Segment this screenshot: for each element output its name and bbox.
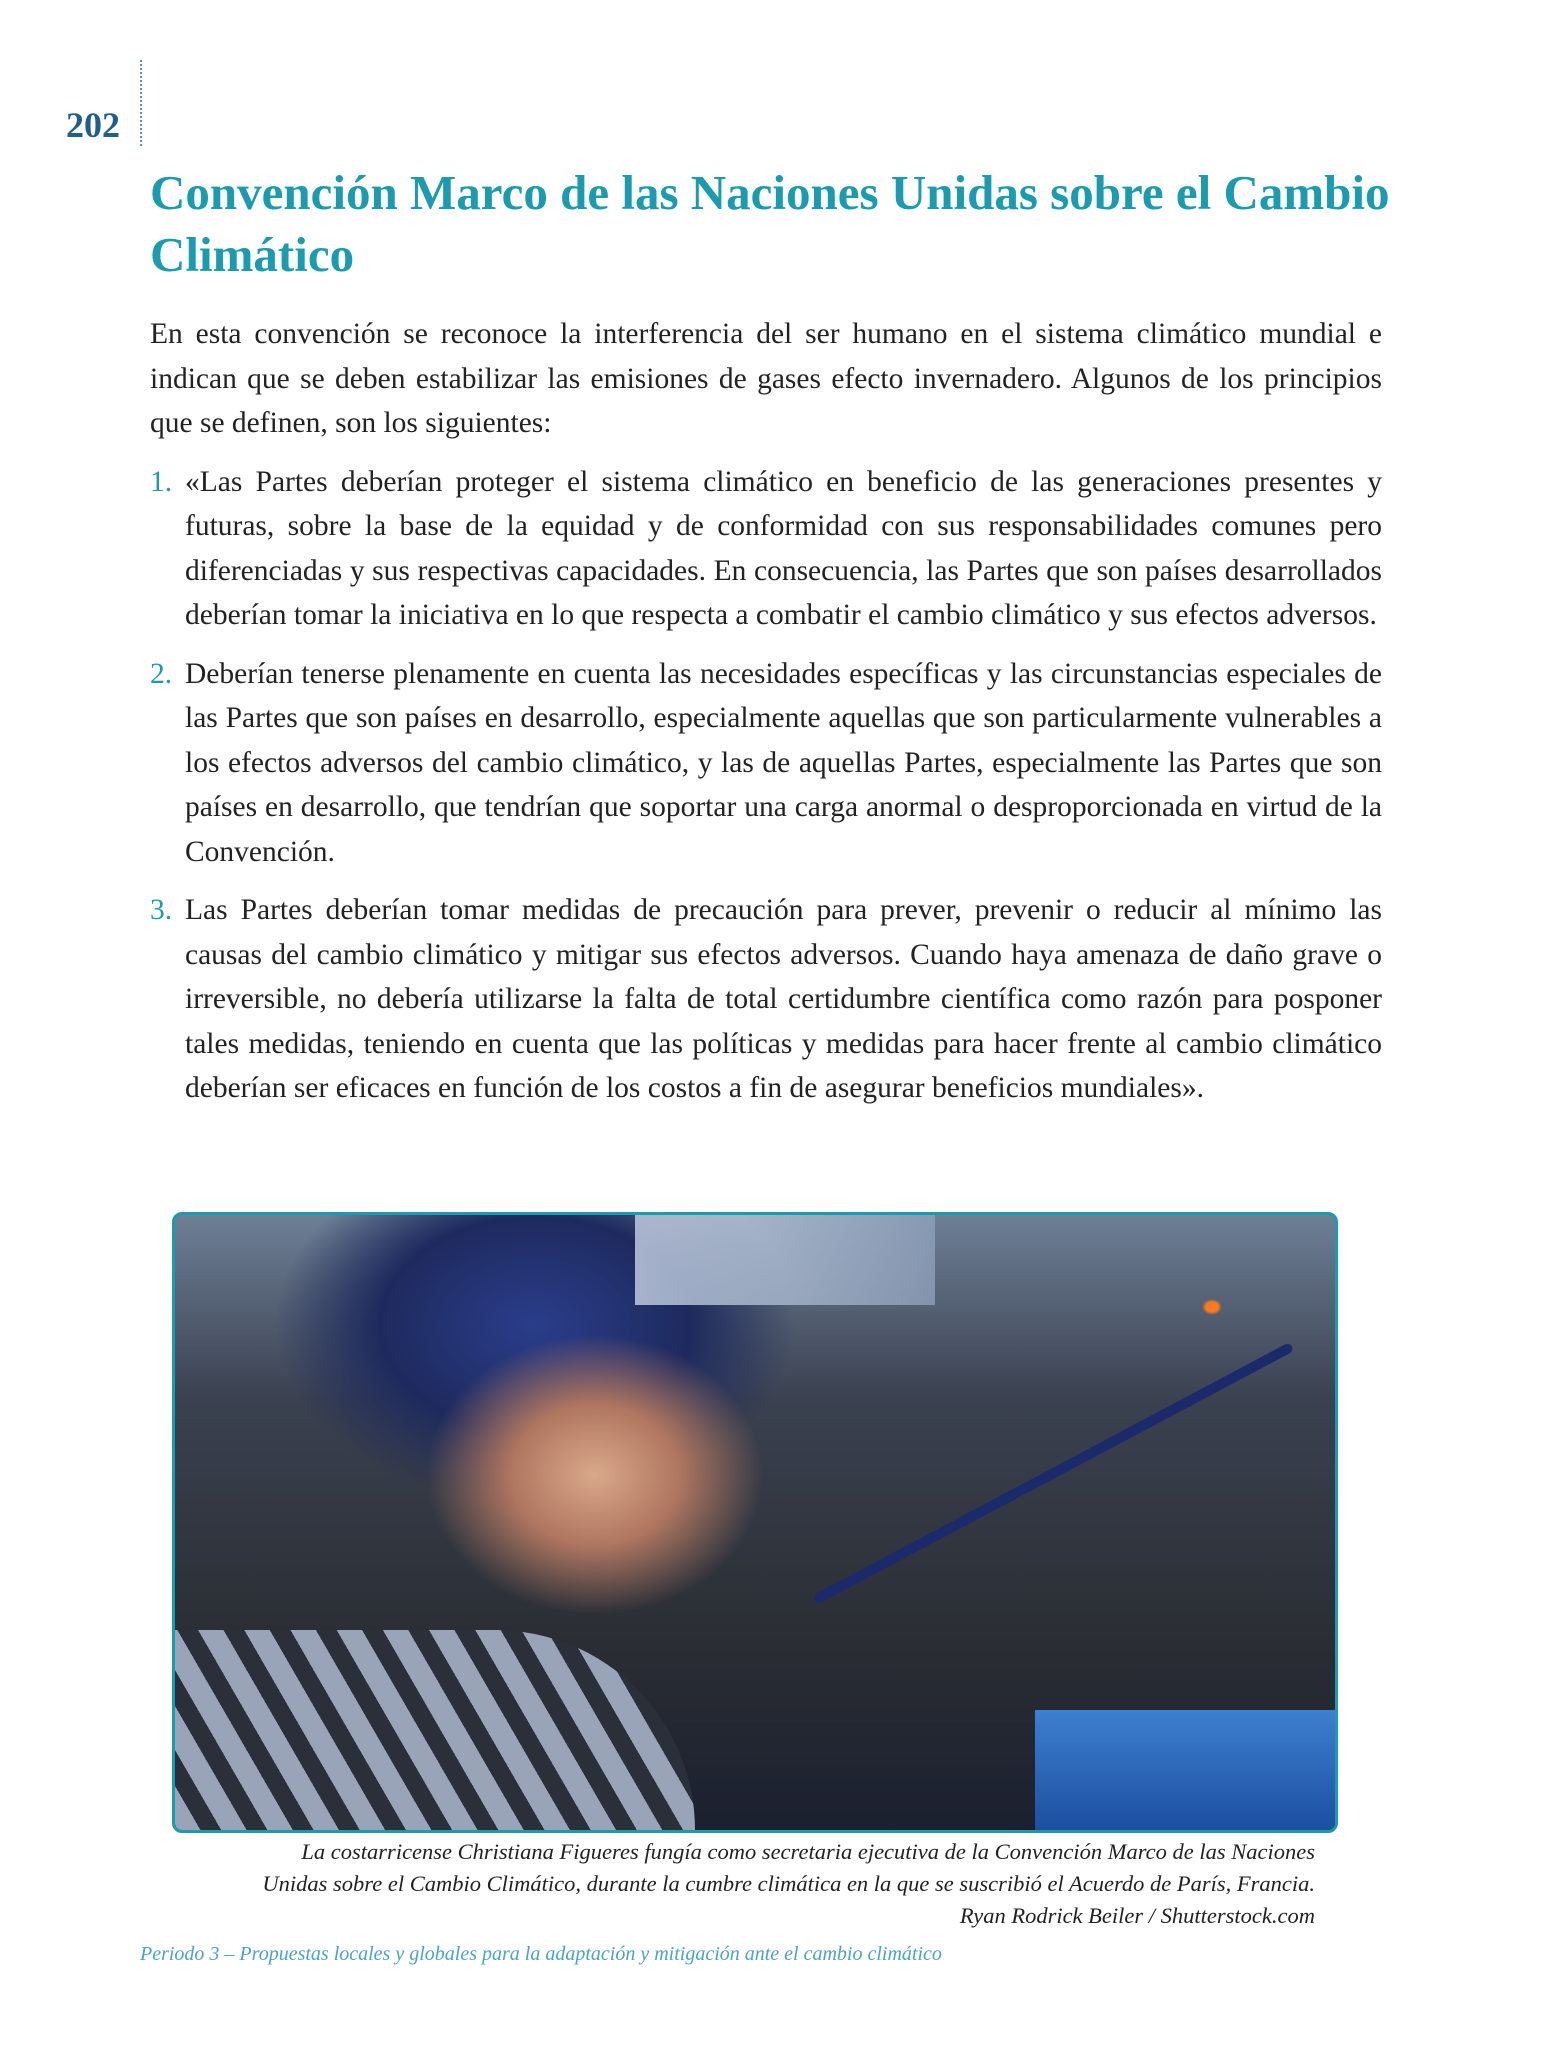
body-text [150,312,1382,1125]
list-item [150,652,1382,875]
page-number-divider [140,60,142,146]
page-number: 202 [66,105,120,145]
caption-line: Unidas sobre el Cambio Climático, durante la cumbre climática en la que se suscribió el Acuerdo de París, Francia. [262,1871,1315,1896]
caption-line: La costarricense Christiana Figueres fungía como secretaria ejecutiva de la Convención Marco de las Naciones [301,1839,1315,1864]
list-text: «Las Partes deberían proteger el sistema climático en beneficio de las generaciones presentes y futuras, sobre la base de la equidad y de conformidad con sus responsabilidades comunes pero diferenciadas y sus respectivas capacidades. En consecuencia, las Partes que son países desarrollados deberían tomar la iniciativa en lo que respecta a combatir el cambio climático y sus efectos adversos. [185,465,1382,631]
photo-podium [1035,1710,1335,1830]
photo-christiana-figueres [172,1212,1338,1833]
page-title: Convención Marco de las Naciones Unidas sobre el Cambio Climático [150,165,1390,282]
list-text: Deberían tenerse plenamente en cuenta las necesidades específicas y las circunstancias especiales de las Partes que son países en desarrollo, especialmente aquellas que son particularmente vulnerables a los efectos adversos del cambio climático, y las de aquellas Partes, especialmente las Partes que son países en desarrollo, que tendrían que soportar una carga anormal o desproporcionada en virtud de la Convención. [185,657,1382,868]
photo-microphone [813,1342,1294,1604]
list-number: 3. [150,894,173,926]
principles-list [150,460,1382,1111]
list-number: 2. [150,657,173,690]
photo-credit: Ryan Rodrick Beiler / Shutterstock.com [959,1903,1315,1928]
running-footer: Periodo 3 – Propuestas locales y globales para la adaptación y mitigación ante el cambio climático [140,1943,942,1965]
list-number: 1. [150,465,173,498]
photo-window [635,1215,935,1305]
list-item [150,460,1382,638]
intro-paragraph: En esta convención se reconoce la interferencia del ser humano en el sistema climático mundial e indican que se deben estabilizar las emisiones de gases efecto invernadero. Algunos de los principios que se definen, son los siguientes: [150,318,1382,439]
list-text: Las Partes deberían tomar medidas de precaución para prever, prevenir o reducir al mínimo las causas del cambio climático y mitigar sus efectos adversos. Cuando haya amenaza de daño grave o irreversible, no debería utilizarse la falta de total certidumbre científica como razón para posponer tales medidas, teniendo en cuenta que las políticas y medidas para hacer frente al cambio climático deberían ser eficaces en función de los costos a fin de asegurar beneficios mundiales». [185,894,1382,1104]
list-item [150,888,1382,1111]
photo-jacket [175,1630,695,1830]
photo-caption [180,1836,1315,1932]
